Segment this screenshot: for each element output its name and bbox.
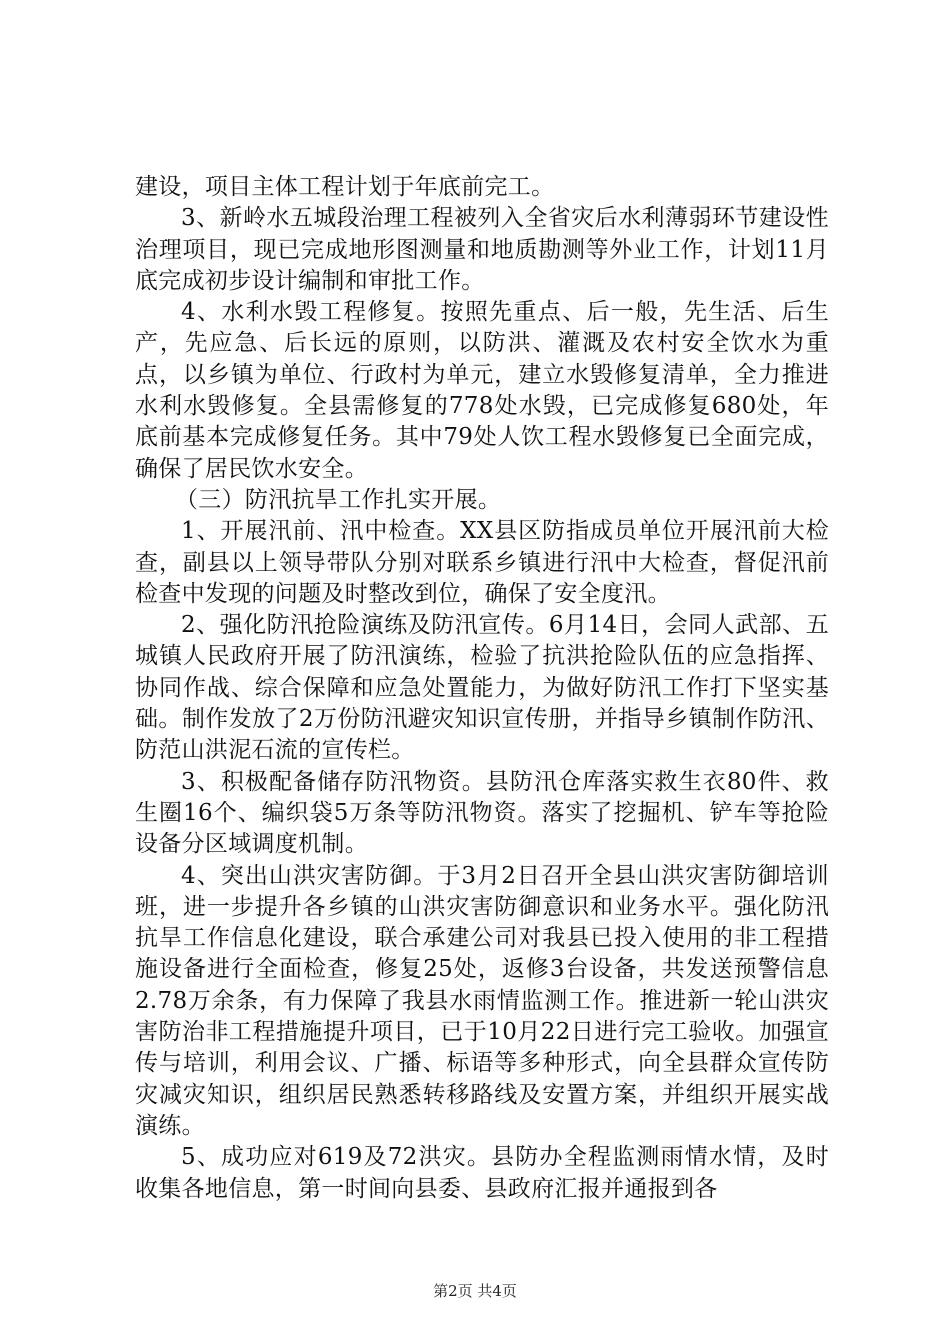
section-heading: （三）防汛抗旱工作扎实开展。 <box>175 486 502 513</box>
document-body <box>135 172 829 1205</box>
paragraph-item-4: 4、水利水毁工程修复。按照先重点、后一般，先生活、后生产，先应急、后长远的原则，以防洪、灌溉及农村安全饮水为重点，以乡镇为单位、行政村为单元，建立水毁修复清单，全力推进水利水毁修复。全县需修复的778处水毁，已完成修复680处，年底前基本完成修复任务。其中79处人饮工程水毁修复已全面完成，确保了居民饮水安全。 <box>135 299 829 482</box>
paragraph-item-5: 5、成功应对619及72洪灾。县防办全程监测雨情水情，及时收集各地信息，第一时间向县委、县政府汇报并通报到各 <box>135 1144 829 1202</box>
paragraph-item-4b: 4、突出山洪灾害防御。于3月2日召开全县山洪灾害防御培训班，进一步提升各乡镇的山洪灾害防御意识和业务水平。强化防汛抗旱工作信息化建设，联合承建公司对我县已投入使用的非工程措施设备进行全面检查，修复25处，返修3台设备，共发送预警信息2.78万余条，有力保障了我县水雨情监测工作。推进新一轮山洪灾害防治非工程措施提升项目，已于10月22日进行完工验收。加强宣传与培训，利用会议、广播、标语等多种形式，向全县群众宣传防灾减灾知识，组织居民熟悉转移路线及安置方案，并组织开展实战演练。 <box>135 862 829 1139</box>
paragraph-item-2: 2、强化防汛抢险演练及防汛宣传。6月14日，会同人武部、五城镇人民政府开展了防汛演练，检验了抗洪抢险队伍的应急指挥、协同作战、综合保障和应急处置能力，为做好防汛工作打下坚实基础。制作发放了2万份防汛避灾知识宣传册，并指导乡镇制作防汛、防范山洪泥石流的宣传栏。 <box>135 612 829 764</box>
page-number-footer: 第2页 共4页 <box>433 1282 517 1300</box>
paragraph-item-3: 3、新岭水五城段治理工程被列入全省灾后水利薄弱环节建设性治理项目，现已完成地形图测量和地质勘测等外业工作，计划11月底完成初步设计编制和审批工作。 <box>135 205 829 294</box>
paragraph-continuation: 建设，项目主体工程计划于年底前完工。 <box>135 174 555 200</box>
paragraph-item-1: 1、开展汛前、汛中检查。XX县区防指成员单位开展汛前大检查，副县以上领导带队分别对联系乡镇进行汛中大检查，督促汛前检查中发现的问题及时整改到位，确保了安全度汛。 <box>135 518 829 607</box>
paragraph-item-3b: 3、积极配备储存防汛物资。县防汛仓库落实救生衣80件、救生圈16个、编织袋5万条等防汛物资。落实了挖掘机、铲车等抢险设备分区域调度机制。 <box>135 768 829 858</box>
